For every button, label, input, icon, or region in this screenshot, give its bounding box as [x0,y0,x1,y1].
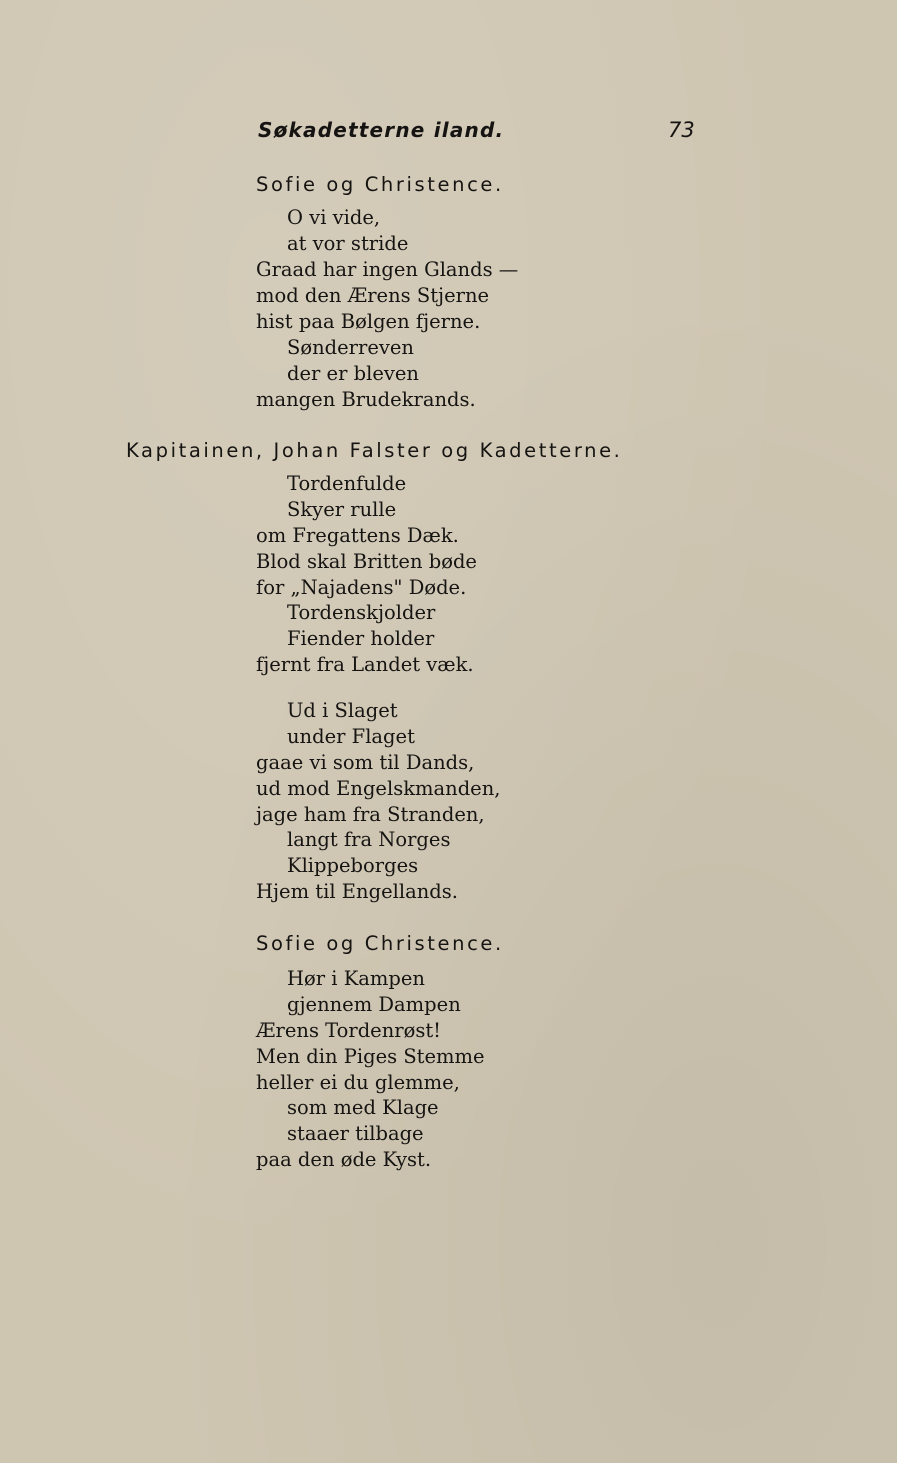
verse-line: Klippeborges [287,854,419,877]
verse-line: Men din Piges Stemme [256,1045,485,1068]
verse-line: at vor stride [287,232,409,255]
verse-line: staaer tilbage [287,1122,424,1145]
verse-line: om Fregattens Dæk. [256,524,459,547]
verse-line: Skyer rulle [287,498,397,521]
speaker-heading: Sofie og Christence. [256,932,504,955]
running-title: Søkadetterne iland. [258,118,505,142]
verse-line: der er bleven [287,362,419,385]
verse-line: Tordenskjolder [287,601,436,624]
verse-line: som med Klage [287,1096,439,1119]
verse-line: Graad har ingen Glands — [256,258,519,281]
verse-line: Hør i Kampen [287,967,425,990]
verse-line: Fiender holder [287,627,435,650]
verse-line: Ud i Slaget [287,699,398,722]
verse-line: heller ei du glemme, [256,1071,460,1094]
verse-line: Sønderreven [287,336,414,359]
verse-line: gjennem Dampen [287,993,461,1016]
speaker-heading: Kapitainen, Johan Falster og Kadetterne. [126,439,623,462]
verse-line: langt fra Norges [287,828,451,851]
verse-line: under Flaget [287,725,415,748]
verse-line: for „Najadens" Døde. [256,576,467,599]
verse-line: ud mod Engelskmanden, [256,777,501,800]
verse-line: mod den Ærens Stjerne [256,284,490,307]
verse-line: jage ham fra Stranden, [256,803,485,826]
speaker-heading: Sofie og Christence. [256,173,504,196]
verse-line: Tordenfulde [287,472,407,495]
verse-line: paa den øde Kyst. [256,1148,432,1171]
verse-line: O vi vide, [287,206,381,229]
verse-line: hist paa Bølgen fjerne. [256,310,481,333]
verse-line: Blod skal Britten bøde [256,550,477,573]
verse-line: Hjem til Engellands. [256,880,458,903]
verse-line: gaae vi som til Dands, [256,751,475,774]
page-number: 73 [668,118,695,142]
verse-line: mangen Brudekrands. [256,388,476,411]
verse-line: fjernt fra Landet væk. [256,653,474,676]
verse-line: Ærens Tordenrøst! [256,1019,442,1042]
